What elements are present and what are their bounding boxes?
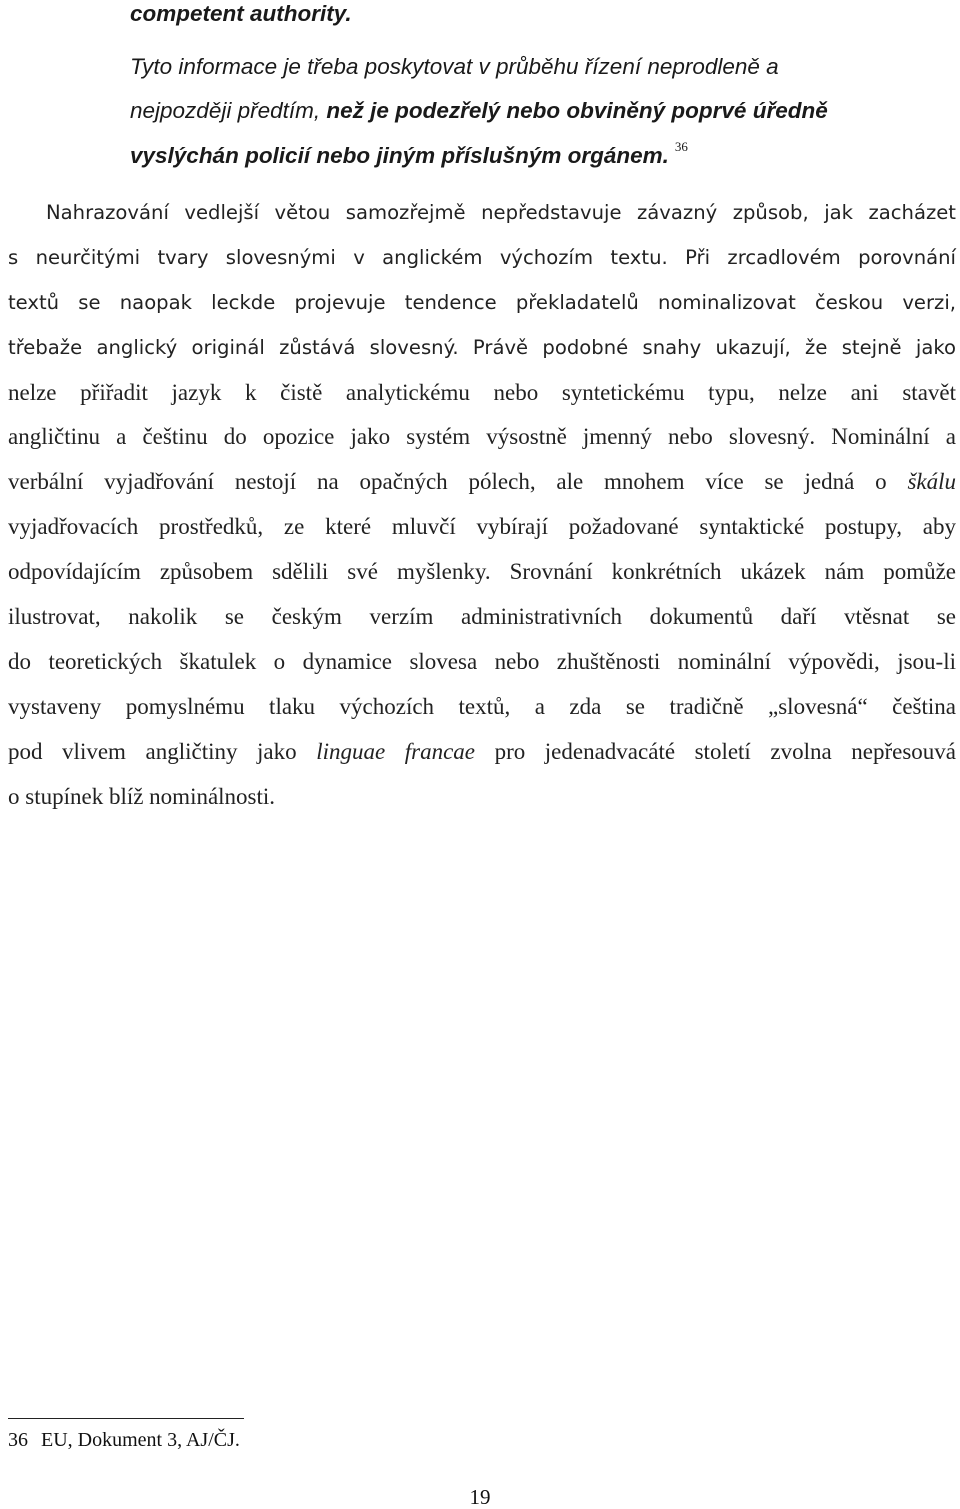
- body-line-9: odpovídajícím způsobem sdělili své myšlenky. Srovnání konkrétních ukázek nám pomůže: [8, 559, 956, 585]
- page-number: 19: [469, 1485, 491, 1509]
- footnote-reference[interactable]: 36: [674, 138, 688, 154]
- body-line-13-text-b: pro jedenadvacáté století zvolna nepřesouvá: [475, 738, 956, 764]
- body-line-2: s neurčitými tvary slovesnými v anglickém výchozím textu. Při zrcadlovém porovnání: [8, 245, 956, 269]
- quote-line-4-bold: vyslýchán policií nebo jiným příslušným orgánem.: [130, 142, 669, 168]
- body-line-1: Nahrazování vedlejší větou samozřejmě nepředstavuje závazný způsob, jak zacházet: [46, 201, 956, 224]
- quote-line-1-text: competent authority.: [130, 1, 352, 26]
- body-line-10: ilustrovat, nakolik se českým verzím administrativních dokumentů daří vtěsnat se: [8, 604, 956, 630]
- body-line-11: do teoretických škatulek o dynamice slovesa nebo zhuštěnosti nominální výpovědi, jsou-li: [8, 648, 956, 674]
- body-paragraph: [8, 191, 956, 819]
- quote-line-1: [130, 0, 930, 37]
- body-line-4: třebaže anglický originál zůstává slovesný. Právě podobné snahy ukazují, že stejně jako: [8, 335, 956, 359]
- body-line-6: angličtinu a češtinu do opozice jako systém výsostně jmenný nebo slovesný. Nominální a: [8, 424, 956, 450]
- footnote-separator: [8, 1418, 244, 1419]
- body-line-12: vystaveny pomyslnému tlaku výchozích textů, a zda se tradičně „slovesná“ čeština: [8, 693, 956, 719]
- body-line-7-italic: škálu: [907, 469, 956, 495]
- body-line-13-text-a: pod vlivem angličtiny jako: [8, 738, 317, 764]
- quote-line-4: [130, 134, 930, 179]
- body-line-3: textů se naopak leckde projevuje tendence překladatelů nominalizovat českou verzi,: [8, 290, 956, 314]
- quote-line-3: [130, 89, 930, 134]
- footnote: [8, 1428, 708, 1452]
- body-line-7-text: verbální vyjadřování nestojí na opačných pólech, ale mnohem více se jedná o: [8, 469, 908, 495]
- body-line-5: nelze přiřadit jazyk k čistě analytickému nebo syntetickému typu, nelze ani stavět: [8, 379, 956, 405]
- footnote-number: 36: [8, 1429, 28, 1451]
- quote-line-3-plain: nejpozději předtím,: [130, 98, 327, 123]
- body-line-8: vyjadřovacích prostředků, ze které mluvčí vybírají požadované syntaktické postupy, aby: [8, 514, 956, 540]
- body-line-14: o stupínek blíž nominálnosti.: [8, 783, 276, 809]
- quoted-text-block: [130, 0, 930, 178]
- body-line-13-italic: linguae francae: [316, 738, 476, 764]
- quote-line-2: Tyto informace je třeba poskytovat v průběhu řízení neprodleně a: [130, 53, 779, 79]
- body-line-7: [8, 460, 956, 505]
- quote-line-3-bold: než je podezřelý nebo obviněný poprvé úředně: [326, 98, 828, 123]
- footnote-text: EU, Dokument 3, AJ/ČJ.: [41, 1429, 240, 1451]
- body-line-13: [8, 730, 956, 775]
